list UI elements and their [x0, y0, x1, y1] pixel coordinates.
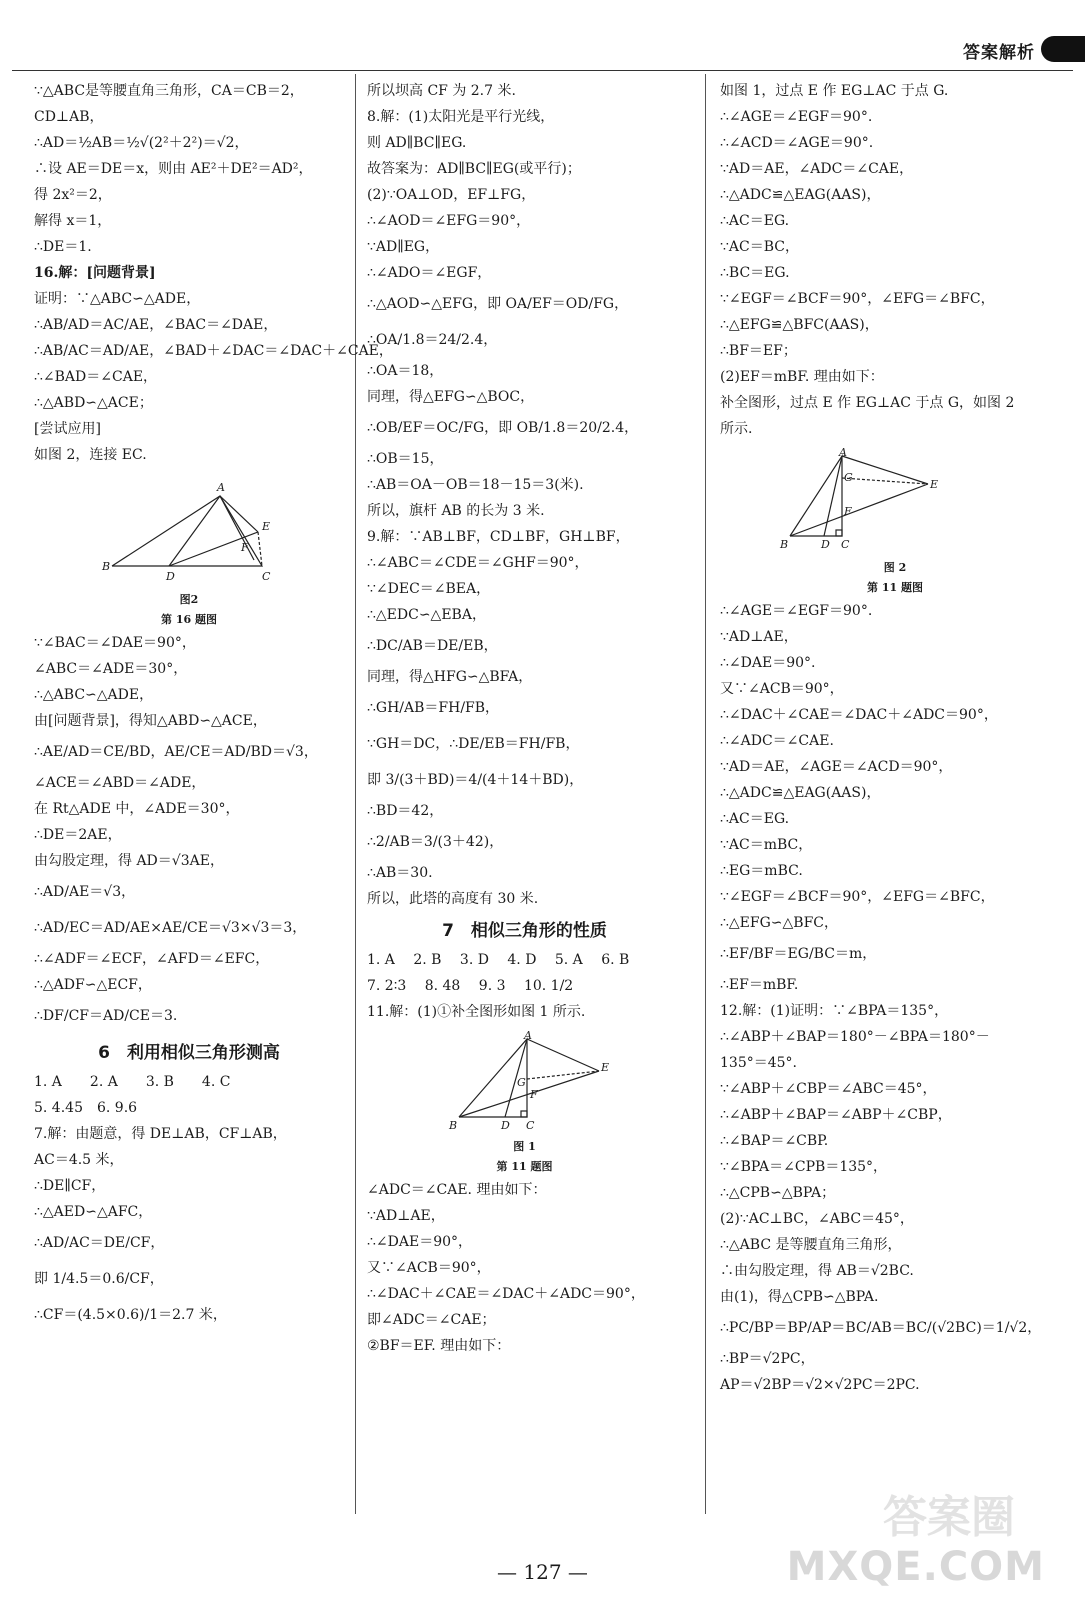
line: ∴OB＝15，: [367, 451, 444, 467]
column-1: [34, 78, 393, 1333]
line: 如图 1，过点 E 作 EG⊥AC 于点 G.: [720, 83, 949, 99]
line: ∴OB/EF＝OC/FG，即 OB/1.8＝20/2.4，: [367, 420, 639, 436]
line: ∴△ABD∽△ACE；: [34, 395, 153, 411]
line: 证明：∵△ABC∽△ADE，: [34, 291, 201, 307]
column-2: [367, 78, 682, 1359]
line: ∵AC＝BC，: [720, 239, 799, 255]
line: ∵∠DEC＝∠BEA，: [367, 581, 491, 597]
line: ∴∠BAD＝∠CAE，: [34, 369, 158, 385]
line: AC＝4.5 米，: [34, 1152, 124, 1168]
line: ∴△AOD∽△EFG，即 OA/EF＝OD/FG，: [367, 296, 629, 312]
line: ∴△ADC≌△EAG(AAS)，: [720, 187, 881, 203]
line: ∴AC＝EG.: [720, 811, 790, 827]
svg-text:G: G: [844, 471, 853, 484]
line: 故答案为：AD∥BC∥EG(或平行)；: [367, 161, 581, 177]
line: [尝试应用]: [34, 421, 101, 437]
line: ∴∠ADO＝∠EGF，: [367, 265, 492, 281]
line: ∵∠BAC＝∠DAE＝90°，: [34, 635, 196, 651]
line: ∴BC＝EG.: [720, 265, 790, 281]
svg-text:F: F: [241, 541, 249, 554]
line: 由[问题背景]，得知△ABD∽△ACE，: [34, 713, 267, 729]
line: ∴AB＝OA－OB＝18－15＝3(米).: [367, 477, 584, 493]
line: ∴∠ABP＋∠BAP＝180°－∠BPA＝180°－: [720, 1029, 990, 1045]
svg-text:D: D: [821, 538, 830, 551]
line: ∴EF＝mBF.: [720, 977, 799, 993]
line: 同理，得△EFG∽△BOC，: [367, 389, 535, 405]
line: ∴△EDC∽△EBA，: [367, 607, 486, 623]
line: 即∠ADC＝∠CAE；: [367, 1312, 496, 1328]
line: ∴DF/CF＝AD/CE＝3.: [34, 1008, 178, 1024]
header-rule: [12, 70, 1073, 71]
line: 由勾股定理，得 AD＝√3AE，: [34, 853, 224, 869]
line: ∴AD/AE＝√3，: [34, 884, 136, 900]
line: ∴AB/AD＝AC/AE，∠BAC＝∠DAE，: [34, 317, 278, 333]
line: ∴AB＝30.: [367, 865, 433, 881]
figure-label: 图 1: [513, 1140, 536, 1153]
line: ∵AD∥EG，: [367, 239, 440, 255]
line: ∵GH＝DC，∴DE/EB＝FH/FB，: [367, 736, 580, 752]
answers-line: 1. A 2. A 3. B 4. C: [34, 1074, 231, 1090]
line: 所示.: [720, 421, 753, 437]
svg-text:D: D: [166, 570, 175, 583]
column-divider: [355, 74, 356, 1514]
svg-text:B: B: [780, 538, 789, 551]
svg-text:B: B: [449, 1119, 458, 1131]
figure-16: [34, 474, 344, 588]
line: ∴△ADC≌△EAG(AAS)，: [720, 785, 881, 801]
svg-text:E: E: [601, 1061, 610, 1074]
line: ②BF＝EF. 理由如下：: [367, 1338, 511, 1354]
answers-line: 5. 4.45 6. 9.6: [34, 1100, 138, 1116]
svg-text:C: C: [262, 570, 271, 583]
figure-11-2: [720, 448, 1070, 556]
line: ∵AD＝AE，∠ADC＝∠CAE，: [720, 161, 914, 177]
line: ∴DE＝1.: [34, 239, 92, 255]
answers-line: 1. A 2. B 3. D 4. D 5. A 6. B: [367, 952, 630, 968]
line: ∴∠DAC＋∠CAE＝∠DAC＋∠ADC＝90°，: [367, 1286, 645, 1302]
line: 同理，得△HFG∽△BFA，: [367, 669, 533, 685]
problem-heading: 16.解：[问题背景]: [34, 265, 156, 281]
line: ∵∠EGF＝∠BCF＝90°，∠EFG＝∠BFC，: [720, 291, 995, 307]
line: 7.解：由题意，得 DE⊥AB，CF⊥AB，: [34, 1126, 287, 1142]
line: ∴∠DAE＝90°.: [720, 655, 816, 671]
line: 所以，旗杆 AB 的长为 3 米.: [367, 503, 545, 519]
figure-caption: 第 11 题图: [867, 581, 923, 594]
header-tab: [1041, 36, 1085, 62]
line: ∴∠AGE＝∠EGF＝90°.: [720, 109, 873, 125]
line: ∵∠BPA＝∠CPB＝135°，: [720, 1159, 888, 1175]
line: 如图 2，连接 EC.: [34, 447, 147, 463]
watermark-brand: 答案圈: [883, 1492, 1015, 1543]
svg-text:E: E: [930, 478, 939, 491]
line: ∴△AED∽△AFC，: [34, 1204, 153, 1220]
line: ∴OA/1.8＝24/2.4，: [367, 332, 498, 348]
figure-label: 图2: [179, 593, 199, 606]
line: ∴∠BAP＝∠CBP.: [720, 1133, 829, 1149]
line: ∴∠ADF＝∠ECF，∠AFD＝∠EFC，: [34, 951, 270, 967]
svg-text:F: F: [530, 1088, 538, 1101]
section-title: 7 相似三角形的性质: [442, 921, 607, 941]
figure-11-1: [367, 1031, 682, 1135]
svg-text:E: E: [262, 520, 271, 533]
answers-line: 7. 2∶3 8. 48 9. 3 10. 1/2: [367, 978, 574, 994]
line: ∴△EFG≌△BFC(AAS)，: [720, 317, 879, 333]
line: ∴△EFG∽△BFC，: [720, 915, 839, 931]
line: ∴设 AE＝DE＝x，则由 AE²＋DE²＝AD²，: [34, 161, 313, 177]
line: (2)∵OA⊥OD，EF⊥FG，: [367, 187, 536, 203]
problem-heading: 8.解：(1)太阳光是平行光线，: [367, 109, 555, 125]
line: ∴AD/EC＝AD/AE×AE/CE＝√3×√3＝3，: [34, 920, 307, 936]
line: 得 2x²＝2，: [34, 187, 112, 203]
line: ∠ADC＝∠CAE. 理由如下：: [367, 1182, 547, 1198]
line: 由(1)，得△CPB∽△BPA.: [720, 1289, 879, 1305]
column-3: [720, 78, 1070, 1398]
line: ∵∠EGF＝∠BCF＝90°，∠EFG＝∠BFC，: [720, 889, 995, 905]
line: ∵AD⊥AE，: [367, 1208, 445, 1224]
line: ∴DE＝2AE，: [34, 827, 122, 843]
figure-caption: 第 11 题图: [496, 1160, 553, 1173]
line: ∴AC＝EG.: [720, 213, 790, 229]
triangle-figure: [367, 1031, 667, 1131]
line: ∴∠AOD＝∠EFG＝90°，: [367, 213, 531, 229]
line: ∴PC/BP＝BP/AP＝BC/AB＝BC/(√2BC)＝1/√2，: [720, 1320, 1042, 1336]
svg-text:F: F: [844, 505, 852, 518]
triangle-figure: [720, 448, 1060, 552]
line: ∴DC/AB＝DE/EB，: [367, 638, 498, 654]
svg-text:D: D: [501, 1119, 510, 1131]
line: ∴2/AB＝3/(3＋42)，: [367, 834, 504, 850]
svg-text:B: B: [102, 560, 111, 573]
line: ∴由勾股定理，得 AB＝√2BC.: [720, 1263, 914, 1279]
line: ∴EF/BF＝EG/BC＝m，: [720, 946, 877, 962]
line: 在 Rt△ADE 中，∠ADE＝30°，: [34, 801, 240, 817]
svg-text:C: C: [526, 1119, 535, 1131]
section-title: 6 利用相似三角形测高: [98, 1043, 280, 1063]
line: ∴∠ACD＝∠AGE＝90°.: [720, 135, 874, 151]
figure-caption: 第 16 题图: [161, 613, 217, 626]
line: 即 1/4.5＝0.6/CF，: [34, 1271, 164, 1287]
line: ∴BD＝42，: [367, 803, 444, 819]
line: ∴AE/AD＝CE/BD，AE/CE＝AD/BD＝√3，: [34, 744, 318, 760]
line: ∴∠ABP＋∠BAP＝∠ABP＋∠CBP，: [720, 1107, 952, 1123]
watermark: MXQE.COM: [786, 1544, 1045, 1590]
line: 又∵∠ACB＝90°，: [367, 1260, 491, 1276]
line: AP＝√2BP＝√2×√2PC＝2PC.: [720, 1377, 920, 1393]
line: 所以坝高 CF 为 2.7 米.: [367, 83, 516, 99]
line: ∴∠DAC＋∠CAE＝∠DAC＋∠ADC＝90°，: [720, 707, 998, 723]
line: ∴△CPB∽△BPA；: [720, 1185, 836, 1201]
figure-label: 图 2: [883, 561, 907, 574]
line: 补全图形，过点 E 作 EG⊥AC 于点 G，如图 2: [720, 395, 1015, 411]
line: ∵AC＝mBC，: [720, 837, 813, 853]
header-title: 答案解析: [963, 43, 1035, 63]
line: ∴GH/AB＝FH/FB，: [367, 700, 500, 716]
line: (2)∵AC⊥BC，∠ABC＝45°，: [720, 1211, 914, 1227]
problem-heading: 9.解：∵AB⊥BF，CD⊥BF，GH⊥BF，: [367, 529, 630, 545]
line: ∴∠DAE＝90°，: [367, 1234, 473, 1250]
line: ∴∠ABC＝∠CDE＝∠GHF＝90°，: [367, 555, 589, 571]
line: 则 AD∥BC∥EG.: [367, 135, 467, 151]
line: ∴∠ADC＝∠CAE.: [720, 733, 834, 749]
triangle-figure: [34, 474, 334, 584]
line: 又∵∠ACB＝90°，: [720, 681, 844, 697]
line: ∴EG＝mBC.: [720, 863, 803, 879]
line: (2)EF＝mBF. 理由如下：: [720, 369, 884, 385]
svg-text:G: G: [517, 1076, 526, 1089]
line: ∴∠AGE＝∠EGF＝90°.: [720, 603, 873, 619]
line: 解得 x＝1，: [34, 213, 112, 229]
line: ∴DE∥CF，: [34, 1178, 106, 1194]
line: ∴△ABC∽△ADE，: [34, 687, 154, 703]
line: ∴CF＝(4.5×0.6)/1＝2.7 米，: [34, 1307, 227, 1323]
line: ∠ABC＝∠ADE＝30°，: [34, 661, 188, 677]
svg-text:A: A: [839, 448, 847, 459]
line: ∵∠ABP＋∠CBP＝∠ABC＝45°，: [720, 1081, 937, 1097]
line: 所以，此塔的高度有 30 米.: [367, 891, 539, 907]
line: ∴AD/AC＝DE/CF，: [34, 1235, 165, 1251]
line: ∴△ABC 是等腰直角三角形，: [720, 1237, 902, 1253]
line: ∵AD⊥AE，: [720, 629, 798, 645]
svg-text:A: A: [524, 1031, 532, 1042]
line: ∴△ADF∽△ECF，: [34, 977, 152, 993]
line: ∠ACE＝∠ABD＝∠ADE，: [34, 775, 206, 791]
line: ∴AB/AC＝AD/AE，∠BAD＋∠DAC＝∠DAC＋∠CAE，: [34, 343, 393, 359]
line: ∴BF＝EF；: [720, 343, 797, 359]
line: ∴OA＝18，: [367, 363, 444, 379]
line: ∵AD＝AE，∠AGE＝∠ACD＝90°，: [720, 759, 953, 775]
page-number: — 127 —: [497, 1560, 588, 1584]
line: 135°＝45°.: [720, 1055, 797, 1071]
problem-heading: 11.解：(1)①补全图形如图 1 所示.: [367, 1004, 586, 1020]
svg-text:C: C: [841, 538, 850, 551]
column-divider: [705, 74, 706, 1514]
line: 即 3/(3＋BD)＝4/(4＋14＋BD)，: [367, 772, 584, 788]
line: CD⊥AB，: [34, 109, 104, 125]
line: ∴BP＝√2PC，: [720, 1351, 815, 1367]
problem-heading: 12.解：(1)证明：∵∠BPA＝135°，: [720, 1003, 949, 1019]
line: ∴AD＝½AB＝½√(2²＋2²)＝√2，: [34, 135, 249, 151]
line: ∵△ABC是等腰直角三角形，CA＝CB＝2，: [34, 83, 304, 99]
svg-text:A: A: [217, 481, 225, 494]
